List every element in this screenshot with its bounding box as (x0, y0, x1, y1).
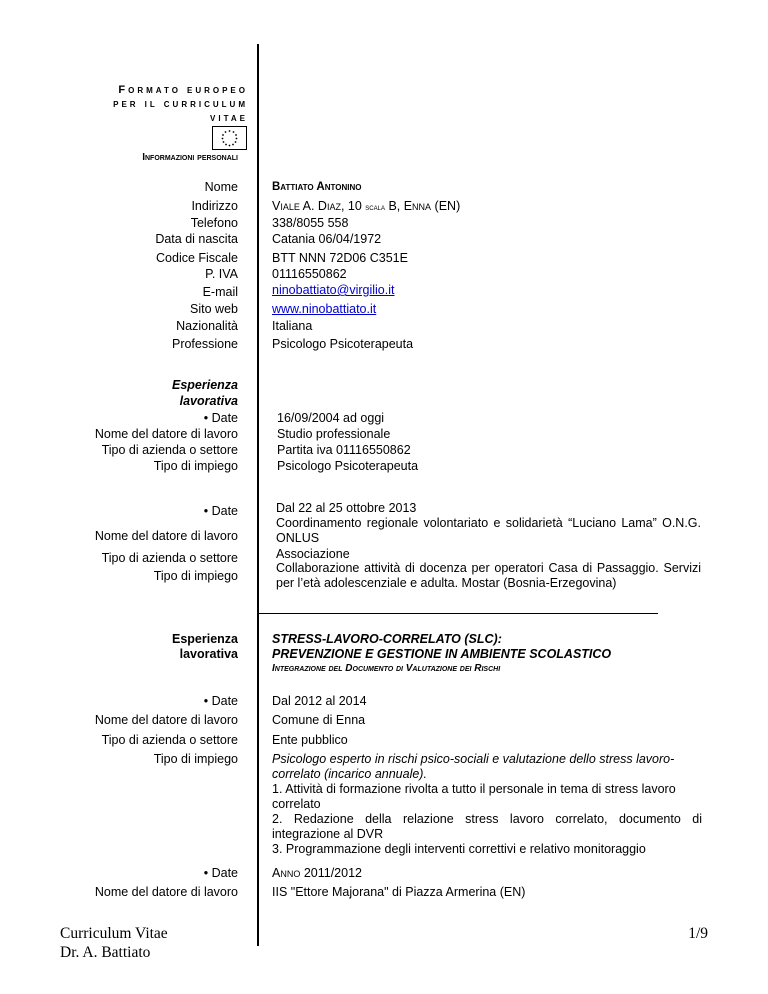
label-employer-4: Nome del datore di lavoro (94, 885, 238, 899)
footer-line2: Dr. A. Battiato (60, 944, 151, 961)
label-telefono: Telefono (190, 216, 238, 230)
role-item-2: 2. Redazione della relazione stress lavoro correlato, documento di integrazione al DVR (272, 812, 702, 841)
label-employer-1: Nome del datore di lavoro (94, 427, 238, 441)
value-nazionalita: Italiana (272, 319, 313, 333)
value-piva: 01116550862 (272, 267, 347, 281)
label-date-4: • Date (203, 866, 238, 880)
value-role-1: Psicologo Psicoterapeuta (277, 459, 419, 473)
header-title-line3: vitae (210, 112, 248, 124)
value-nome: Battiato Antonino (272, 181, 362, 193)
subheading-dvr: Integrazione del Documento di Valutazione dei Rischi (272, 663, 501, 674)
value-data-nascita: Catania 06/04/1972 (272, 232, 382, 246)
label-nome: Nome (204, 180, 238, 194)
email-link[interactable]: ninobattiato@virgilio.it (272, 283, 395, 297)
value-date-1: 16/09/2004 ad oggi (277, 411, 385, 425)
label-employer-3: Nome del datore di lavoro (94, 713, 238, 727)
value-sector-1: Partita iva 01116550862 (277, 443, 411, 457)
label-date-1: • Date (203, 411, 238, 425)
label-sector-2: Tipo di azienda o settore (101, 551, 238, 565)
page-number: 1/9 (688, 925, 708, 942)
label-sector-1: Tipo di azienda o settore (101, 443, 238, 457)
footer-line1: Curriculum Vitae (60, 925, 168, 942)
label-email: E-mail (202, 285, 238, 299)
label-role-3: Tipo di impiego (153, 752, 238, 766)
label-professione: Professione (171, 337, 238, 351)
website-link[interactable]: www.ninobattiato.it (272, 302, 377, 316)
value-sector-2: Associazione (276, 547, 350, 561)
value-role-3: Psicologo esperto in rischi psico-sociali e valutazione dello stress lavoro-correlato (incarico annuale). (272, 752, 675, 781)
label-indirizzo: Indirizzo (191, 199, 238, 213)
value-employer-2: Coordinamento regionale volontariato e solidarietà “Luciano Lama” O.N.G. ONLUS (276, 516, 701, 545)
label-nazionalita: Nazionalità (176, 319, 238, 333)
label-role-1: Tipo di impiego (153, 459, 238, 473)
value-sector-3: Ente pubblico (272, 733, 348, 747)
label-data-nascita: Data di nascita (155, 232, 238, 246)
value-codice-fiscale: BTT NNN 72D06 C351E (272, 251, 408, 265)
value-employer-3: Comune di Enna (272, 713, 366, 727)
value-role-2: Collaborazione attività di docenza per operatori Casa di Passaggio. Servizi per l’età adolescenziale e adulta. Mostar (Bosnia-Erzegovina) (276, 561, 701, 590)
value-date-3: Dal 2012 al 2014 (272, 694, 367, 708)
value-indirizzo: Viale A. Diaz, 10 scala B, Enna (EN) (272, 199, 461, 213)
header-title-line1: Formato europeo (118, 84, 248, 96)
section-work-experience-1: Esperienza lavorativa (171, 378, 238, 408)
label-date-2: • Date (203, 504, 238, 518)
label-employer-2: Nome del datore di lavoro (94, 529, 238, 543)
value-date-4: Anno 2011/2012 (272, 866, 362, 880)
role-item-3: 3. Programmazione degli interventi correttivi e relativo monitoraggio (272, 842, 646, 856)
label-role-2: Tipo di impiego (153, 569, 238, 583)
value-employer-4: IIS "Ettore Majorana" di Piazza Armerina (EN) (272, 885, 526, 899)
label-sector-3: Tipo di azienda o settore (101, 733, 238, 747)
label-date-3: • Date (203, 694, 238, 708)
label-sito-web: Sito web (190, 302, 238, 316)
vertical-divider (257, 44, 259, 946)
value-date-2: Dal 22 al 25 ottobre 2013 (276, 501, 417, 515)
section-personal-info: Informazioni personali (142, 152, 238, 163)
label-codice-fiscale: Codice Fiscale (156, 251, 238, 265)
section-work-experience-2: Esperienza lavorativa (171, 632, 238, 661)
heading-slc-1: STRESS-LAVORO-CORRELATO (SLC): (272, 632, 502, 646)
role-item-1: 1. Attività di formazione rivolta a tutto il personale in tema di stress lavoro correlato (272, 782, 676, 811)
section-separator (258, 613, 658, 614)
value-telefono: 338/8055 558 (272, 216, 349, 230)
label-piva: P. IVA (205, 267, 238, 281)
eu-flag-icon (212, 126, 247, 150)
value-professione: Psicologo Psicoterapeuta (272, 337, 414, 351)
header-title-line2: per il curriculum (113, 98, 248, 110)
heading-slc-2: PREVENZIONE E GESTIONE IN AMBIENTE SCOLASTICO (272, 647, 612, 661)
value-employer-1: Studio professionale (277, 427, 391, 441)
